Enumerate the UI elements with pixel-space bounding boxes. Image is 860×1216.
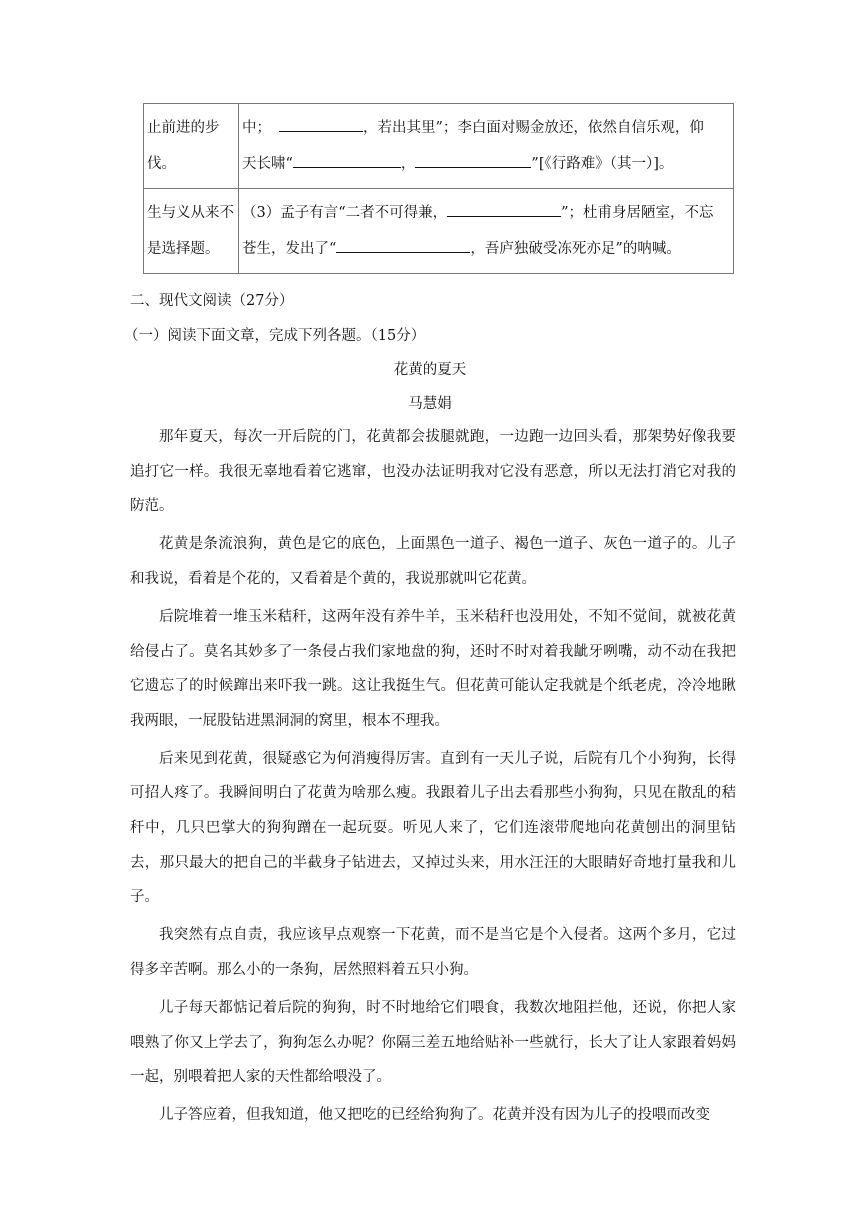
- cell-text: ”；杜甫身居陋室，不忘: [561, 205, 714, 221]
- fill-blank[interactable]: [279, 115, 363, 132]
- fill-blank[interactable]: [415, 151, 531, 168]
- paragraph: 那年夏天，每次一开后院的门，花黄都会拔腿就跑，一边跑一边回头看，那架势好像我要追打它一样。我很无辜地看着它逃窜，也没办法证明我对它没有恶意，所以无法打消它对我的防范。: [130, 429, 736, 515]
- cell-text: 天长啸“: [242, 156, 293, 172]
- section-heading: 二、现代文阅读（27分）: [130, 293, 294, 309]
- section-subheading: （一）阅读下面文章，完成下列各题。（15分）: [124, 328, 426, 344]
- fill-blank[interactable]: [293, 151, 401, 168]
- fill-blank[interactable]: [447, 200, 561, 217]
- paragraph: 儿子每天都惦记着后院的狗狗，时不时地给它们喂食，我数次地阻拦他，还说，你把人家喂熟了你又上学去了，狗狗怎么办呢？你隔三差五地给贴补一些就行，长大了让人家跟着妈妈一起，别喂着把人家的天性都给喂没了。: [130, 1000, 736, 1086]
- cell-text: ”[《行路难》（其一）]。: [531, 156, 674, 172]
- cell-text: ，吾庐独破受冻死亦足”的呐喊。: [470, 241, 681, 257]
- paragraph: 我突然有点自责，我应该早点观察一下花黄，而不是当它是个入侵者。这两个多月，它过得多辛苦啊。那么小的一条狗，居然照料着五只小狗。: [130, 927, 736, 978]
- cell-text: （3）孟子有言“二者不可得兼，: [242, 205, 448, 221]
- table-row: [144, 104, 734, 189]
- paragraph: 花黄是条流浪狗，黄色是它的底色，上面黑色一道子、褐色一道子、灰色一道子的。儿子和我说，看着是个花的，又看着是个黄的，我说那就叫它花黄。: [130, 536, 736, 587]
- table-cell-text: 止前进的步伐。: [147, 120, 220, 172]
- question-table: [143, 103, 734, 274]
- cell-text: ，: [400, 156, 416, 172]
- paragraph: 儿子答应着，但我知道，他又把吃的已经给狗狗了。花黄并没有因为儿子的投喂而改变: [159, 1107, 710, 1124]
- article-body: [130, 420, 736, 1136]
- table-cell-left: [144, 189, 239, 274]
- cell-text: ，若出其里”；李白面对赐金放还，依然自信乐观，仰: [363, 120, 704, 136]
- fill-blank[interactable]: [336, 236, 470, 253]
- table-cell-right: [239, 189, 734, 274]
- table-cell-left: [144, 104, 239, 189]
- cell-text: 苍生，发出了“: [242, 241, 337, 257]
- cell-text: 中；: [242, 120, 271, 136]
- article-author: 马慧娟: [408, 396, 452, 412]
- article-title: 花黄的夏天: [393, 362, 467, 378]
- table-cell-right: [239, 104, 734, 189]
- table-cell-text: 生与义从来不是选择题。: [147, 205, 234, 257]
- paragraph: 后来见到花黄，很疑惑它为何消瘦得厉害。直到有一天儿子说，后院有几个小狗狗，长得可招人疼了。我瞬间明白了花黄为啥那么瘦。我跟着儿子出去看那些小狗狗，只见在散乱的秸秆中，几只巴掌大的狗狗蹭在一起玩耍。听见人来了，它们连滚带爬地向花黄刨出的洞里钻去，那只最大的把自己的半截身子钻进去，又掉过头来，用水汪汪的大眼睛好奇地打量我和儿子。: [130, 750, 736, 906]
- paragraph: 后院堆着一堆玉米秸秆，这两年没有养牛羊，玉米秸秆也没用处，不知不觉间，就被花黄给侵占了。莫名其妙多了一条侵占我们家地盘的狗，还时不时对着我龇牙咧嘴，动不动在我把它遗忘了的时候蹿出来吓我一跳。这让我挺生气。但花黄可能认定我就是个纸老虎，冷冷地瞅我两眼，一屁股钻进黑洞洞的窝里，根本不理我。: [130, 608, 736, 729]
- table-row: [144, 189, 734, 274]
